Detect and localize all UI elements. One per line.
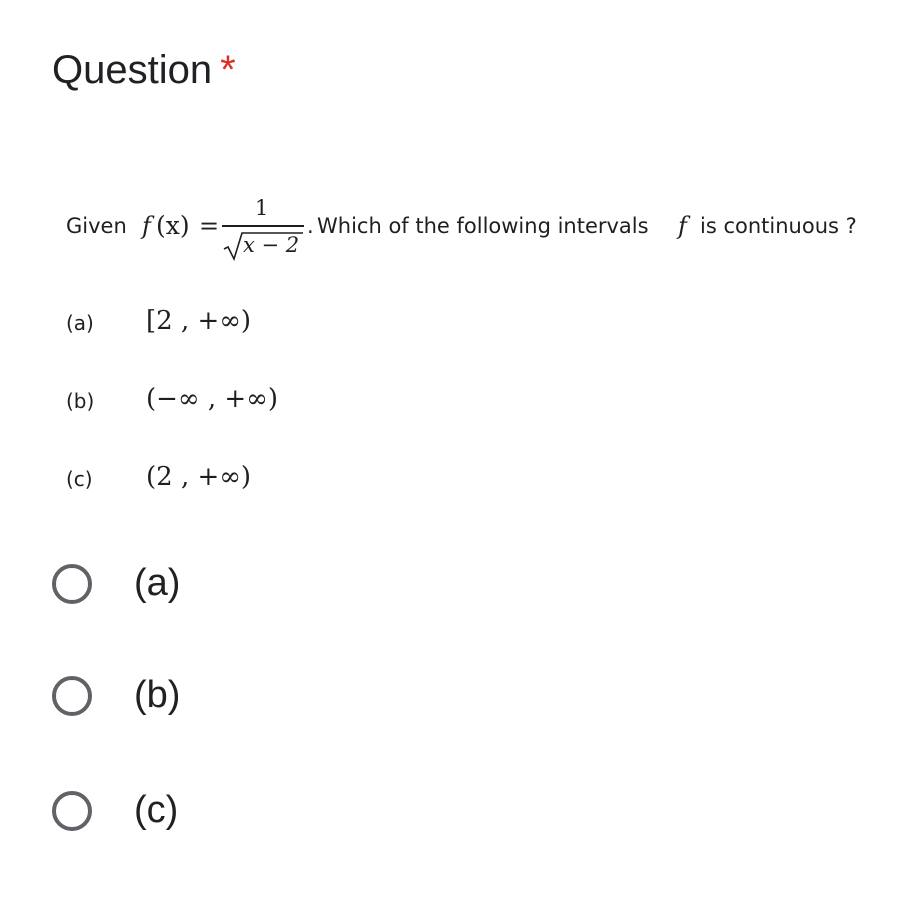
- question-title-text: Question: [52, 48, 213, 92]
- statement-interval-c: (2 , +∞): [146, 462, 252, 492]
- prompt-question-text: Which of the following intervals: [317, 214, 649, 238]
- prompt-question-end: is continuous ?: [700, 214, 857, 238]
- required-asterisk: *: [220, 48, 236, 92]
- choice-label-c[interactable]: (c): [134, 789, 179, 831]
- radio-button-b[interactable]: [52, 676, 92, 716]
- fraction-numerator: 1: [255, 196, 269, 220]
- statement-interval-b: (−∞ , +∞): [146, 384, 278, 414]
- prompt-equals: =: [199, 212, 220, 240]
- choice-label-a[interactable]: (a): [134, 562, 181, 604]
- choice-option-b[interactable]: [52, 674, 180, 717]
- choice-label-b[interactable]: (b): [134, 674, 181, 716]
- choice-option-c[interactable]: [52, 789, 178, 832]
- statement-label-a: (a): [66, 311, 94, 335]
- fraction-denominator: x − 2: [243, 233, 300, 257]
- choice-option-a[interactable]: [52, 562, 180, 605]
- prompt-function-name: f: [142, 212, 151, 240]
- prompt-function-arg: (x): [156, 211, 190, 240]
- question-title: [52, 48, 236, 93]
- statement-label-b: (b): [66, 389, 95, 413]
- statement-label-c: (c): [66, 467, 93, 491]
- prompt-function-ref: f: [678, 212, 687, 240]
- prompt-given: Given: [66, 214, 127, 238]
- prompt-dot: .: [307, 214, 314, 238]
- statement-interval-a: [2 , +∞): [146, 306, 252, 336]
- radio-button-a[interactable]: [52, 564, 92, 604]
- radio-button-c[interactable]: [52, 791, 92, 831]
- fraction-bar: [222, 225, 304, 227]
